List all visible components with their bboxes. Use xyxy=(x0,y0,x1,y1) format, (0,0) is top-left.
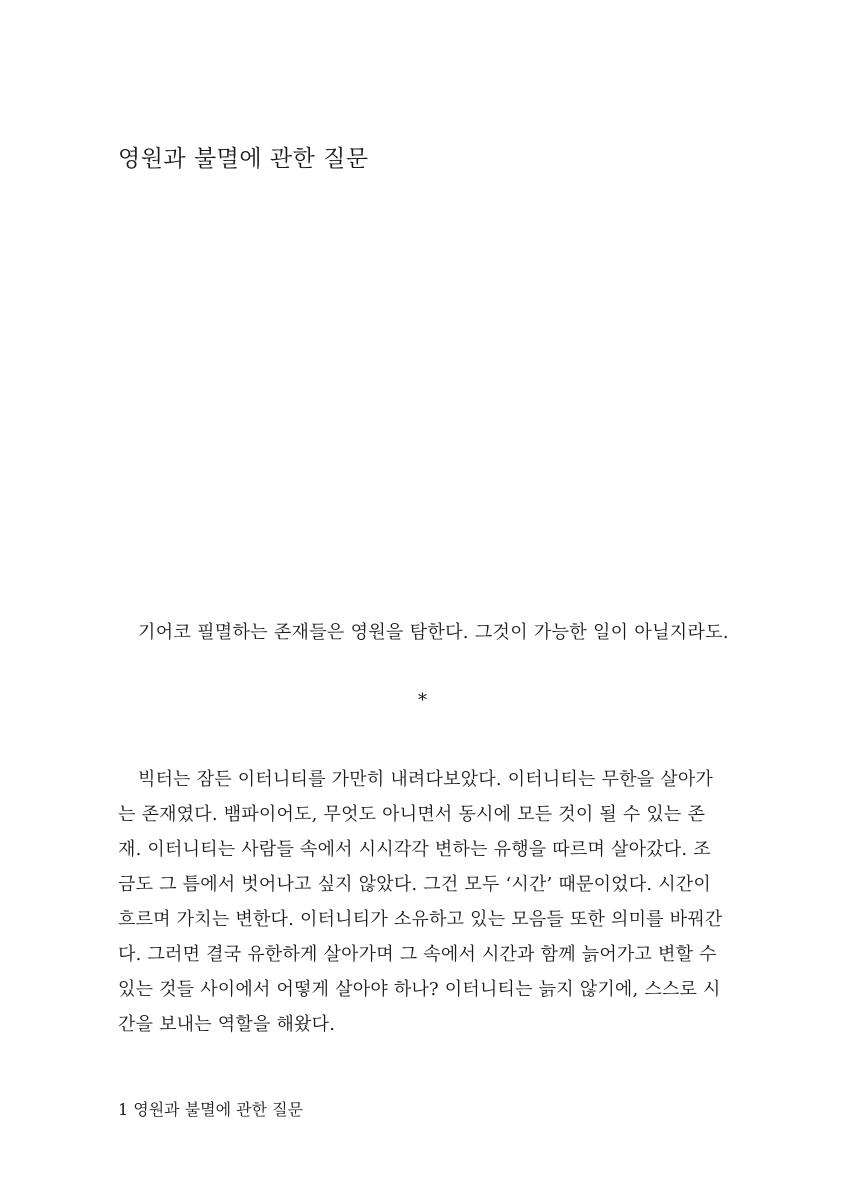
body-line: 간을 보내는 역할을 해왔다. xyxy=(118,1014,336,1035)
body-line: 금도 그 틈에서 벗어나고 싶지 않았다. 그건 모두 ‘시간’ 때문이었다. 시간이 xyxy=(118,874,711,895)
page-footer: 1 영원과 불멸에 관한 질문 xyxy=(118,1100,304,1119)
section-separator: * xyxy=(418,690,427,711)
epigraph: 기어코 필멸하는 존재들은 영원을 탐한다. 그것이 가능한 일이 아닐지라도. xyxy=(138,622,729,643)
body-line: 는 존재였다. 뱀파이어도, 무엇도 아니면서 동시에 모든 것이 될 수 있는 존 xyxy=(118,804,706,825)
body-paragraph xyxy=(118,762,738,1042)
chapter-title: 영원과 불멸에 관한 질문 xyxy=(118,146,369,172)
body-line: 있는 것들 사이에서 어떻게 살아야 하나? 이터니티는 늙지 않기에, 스스로 시 xyxy=(118,979,721,1000)
body-line: 재. 이터니티는 사람들 속에서 시시각각 변하는 유행을 따르며 살아갔다. 조 xyxy=(118,839,711,860)
body-line: 흐르며 가치는 변한다. 이터니티가 소유하고 있는 모음들 또한 의미를 바꿔간 xyxy=(118,909,723,930)
body-line: 빅터는 잠든 이터니티를 가만히 내려다보았다. 이터니티는 무한을 살아가 xyxy=(138,769,714,790)
body-line: 다. 그러면 결국 유한하게 살아가며 그 속에서 시간과 함께 늙어가고 변할 수 xyxy=(118,944,717,965)
